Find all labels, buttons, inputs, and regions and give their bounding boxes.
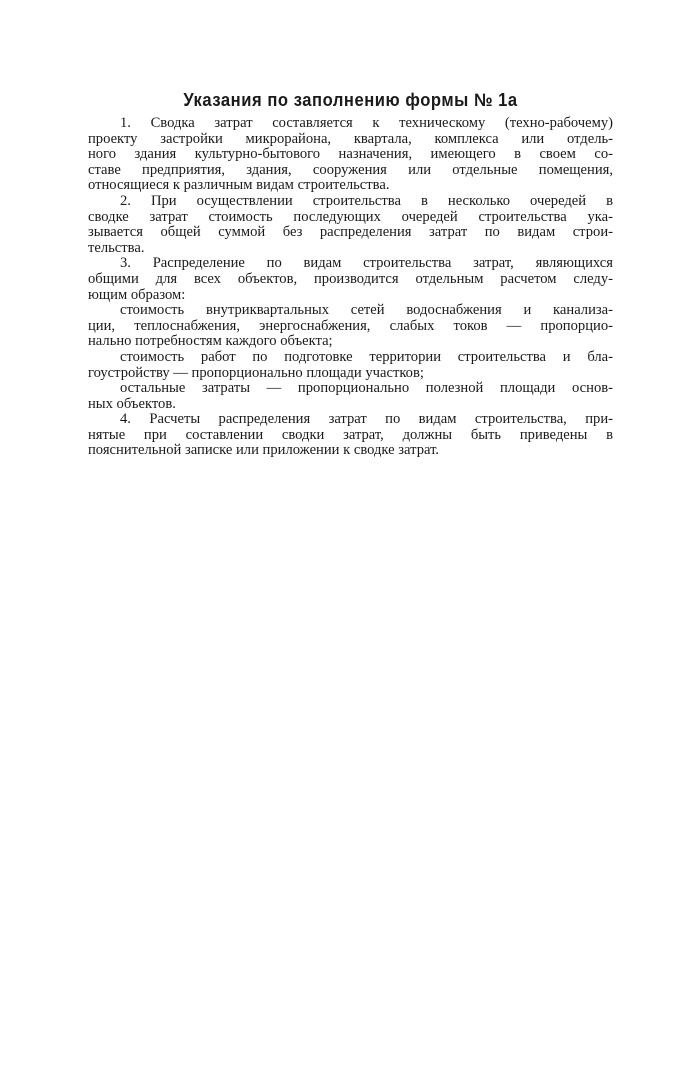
text-line: ющим образом: bbox=[88, 286, 186, 303]
text-line: 4. Расчеты распределения затрат по видам строительства, при- bbox=[120, 411, 613, 428]
paragraph-1 bbox=[88, 116, 613, 194]
paragraph-5 bbox=[88, 350, 613, 381]
text-line: стоимость работ по подготовке территории строительства и бла- bbox=[120, 348, 613, 365]
text-line: гоустройству — пропорционально площади участков; bbox=[88, 364, 424, 381]
text-line: проекту застройки микрорайона, квартала, комплекса или отдель- bbox=[88, 130, 613, 147]
paragraph-3 bbox=[88, 256, 613, 303]
text-line: зывается общей суммой без распределения затрат по видам строи- bbox=[88, 224, 613, 241]
paragraph-4 bbox=[88, 303, 613, 350]
text-line: остальные затраты — пропорционально полезной площади основ- bbox=[120, 380, 613, 397]
text-line: сводке затрат стоимость последующих очередей строительства ука- bbox=[88, 208, 613, 225]
text-line: ных объектов. bbox=[88, 395, 176, 412]
text-line: ного здания культурно-бытового назначения, имеющего в своем со- bbox=[88, 146, 613, 163]
text-line: ции, теплоснабжения, энергоснабжения, слабых токов — пропорцио- bbox=[88, 317, 613, 334]
text-line: 3. Распределение по видам строительства затрат, являющихся bbox=[120, 255, 613, 272]
text-line: 1. Сводка затрат составляется к техническому (техно-рабочему) bbox=[120, 115, 613, 131]
text-line: общими для всех объектов, производится отдельным расчетом следу- bbox=[88, 270, 613, 287]
document-title: Указания по заполнению формы № 1а bbox=[183, 90, 518, 110]
text-line: нально потребностям каждого объекта; bbox=[88, 333, 333, 350]
document-page bbox=[88, 88, 613, 459]
paragraph-2 bbox=[88, 194, 613, 256]
text-line: нятые при составлении сводки затрат, должны быть приведены в bbox=[88, 426, 613, 443]
text-line: ставе предприятия, здания, сооружения или отдельные помещения, bbox=[88, 161, 613, 178]
text-line: тельства. bbox=[88, 239, 145, 256]
paragraph-6 bbox=[88, 381, 613, 412]
document-body bbox=[88, 116, 613, 459]
text-line: пояснительной записке или приложении к сводке затрат. bbox=[88, 442, 440, 459]
text-line: стоимость внутриквартальных сетей водоснабжения и канализа- bbox=[120, 302, 613, 319]
text-line: относящиеся к различным видам строительства. bbox=[88, 177, 390, 194]
paragraph-7 bbox=[88, 412, 613, 459]
text-line: 2. При осуществлении строительства в несколько очередей в bbox=[120, 192, 613, 209]
